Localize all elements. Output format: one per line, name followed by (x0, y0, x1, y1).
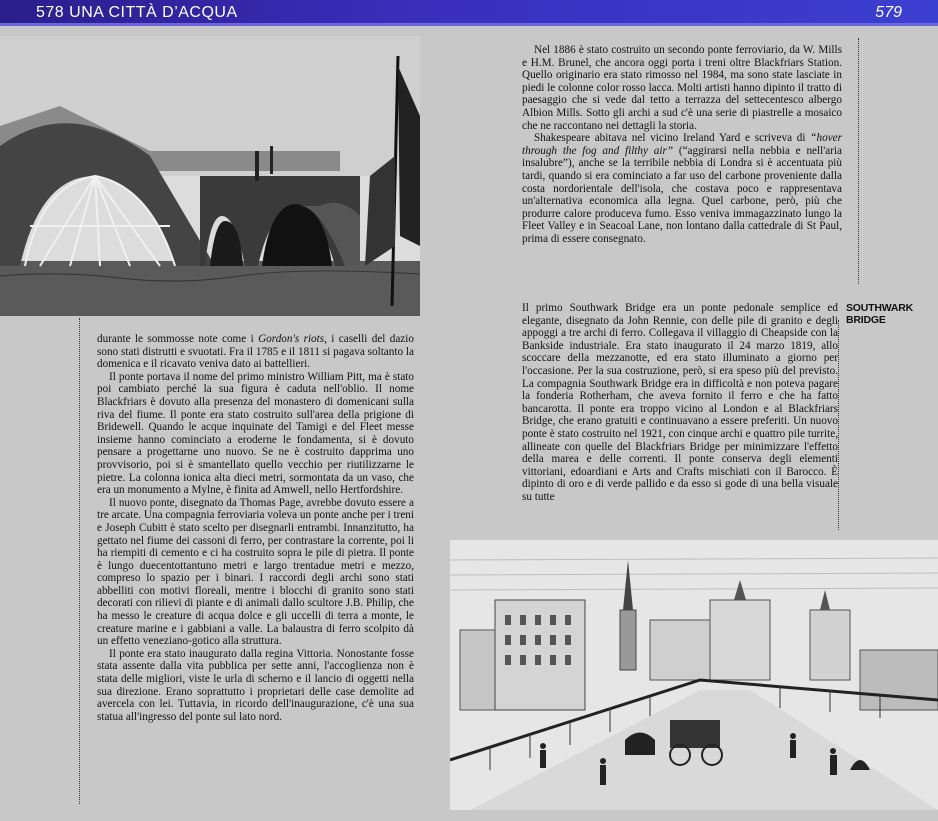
bridge-construction-engraving (0, 36, 420, 316)
paragraph (97, 333, 414, 371)
italic-run: “hover through the fog and filthy air” (522, 132, 842, 157)
header-rule (0, 23, 938, 26)
section-heading-line: BRIDGE (846, 314, 886, 326)
paragraph: Nel 1886 è stato costruito un secondo ponte ferroviario, da W. Mills e H.M. Brunel, che ancora oggi porta i treni oltre Blackfriars Station. Quello originario era stato rimosso nel 1984, ma sono state lasciate in piedi le colonne color rosso lacca. Molti artisti hanno dipinto il tratto di paesaggio che si vede dal tetto a terrazza del settecentesco albergo Albion Mills. Sotto gli archi a sud c'è una serie di piastrelle a mosaico che ne raccontano nei dettagli la storia. (522, 44, 842, 132)
paragraph (522, 132, 842, 245)
left-column-rule (79, 318, 80, 804)
paragraph: Il primo Southwark Bridge era un ponte pedonale semplice ed elegante, disegnato da John Rennie, con delle pile di granito e degli appoggi a tre archi di ferro. Collegava il villaggio di Cheapside con la Bankside industriale. Era stato inaugurato il 24 marzo 1819, allo scoccare della mezzanotte, ed era stato illuminato a giorno per l'occasione. Per la sua costruzione, però, si era speso più del previsto. La compagnia Southwark Bridge era in difficoltà e non poteva pagare la fonderia Rotherham, che aveva fornito il ferro e che ha fatto bancarotta. Il ponte era troppo vicino al London e al Blackfriars Bridge, che erano gratuiti e continuavano a essere preferiti. Un nuovo ponte è stato costruito nel 1921, con cinque archi e quattro pile turrite, allineate con quelle del Blackfriars Bridge per minimizzare l'effetto della marea e delle correnti. Il ponte conserva degli elementi vittoriani, edoardiani e Arts and Crafts mischiati con il Barocco. È dipinto di oro e di verde pallido e da esso si gode di una bella visuale su tutte (522, 302, 838, 503)
section-heading-line: SOUTHWARK (846, 302, 914, 314)
right-text-column-bottom (522, 302, 838, 534)
paragraph: Il ponte portava il nome del primo ministro William Pitt, ma è stato poi cambiato perché la sua figura è caduta nell'oblio. Il nome Blackfriars è dovuto alla presenza del monastero di domenicani sulla riva del fiume. Il ponte era stato costruito sull'area della prigione di Bridewell. Quando le acque inquinate del Tamigi e del Fleet messe insieme hanno cominciato a eroderne le fondamenta, si è dovuto pensare a progettarne uno nuovo. Se ne è costruito dapprima uno provvisorio, poi si è smantellato quello vecchio per riutilizzarne le pietre. La colonna ionica alta dieci metri, sormontata da un vaso, che era un monumento a Mylne, è finita ad Amwell, nello Hertfordshire. (97, 370, 414, 497)
right-column-rule-bottom (838, 320, 839, 530)
text-run: (“aggirarsi nella nebbia e nell'aria insalubre”), anche se la terribile nebbia di Londra si è accentuata più tardi, quando si era cominciato a far uso del carbone proveniente dalla costa nordorientale dell'isola, che costava poco e rappresentava un'alternativa economica alla legna. Quel carbone, però, più che produrre calore produceva fumo. Esso veniva immagazzinato lungo la Fleet Valley e in Seacoal Lane, non lontano dalla cattedrale di St Paul, prima di essere consegnato. (522, 144, 843, 245)
text-run: Shakespeare abitava nel vicino Ireland Yard e scriveva di (534, 132, 811, 145)
running-head-title: 578 UNA CITTÀ D’ACQUA (36, 4, 238, 21)
paragraph: Il nuovo ponte, disegnato da Thomas Page, avrebbe dovuto essere a tre arcate. Una compagnia ferroviaria voleva un ponte anche per i treni e Joseph Cubitt è stato scelto per disegnarli entrambi. Innanzitutto, ha gettato nel fiume dei cassoni di ferro, per contrastare la corrente, poi li ha riempiti di cemento e ci ha costruito sopra le pile di pietra. Il ponte è lungo duecentottantuno metri e largo trentadue metri e mezzo, compreso lo spazio per i binari. I raccordi degli archi sono stati abbelliti con motivi floreali, mentre i blocchi di granito sono stati decorati con rilievi di piante e di animali dallo scultore J.B. Philip, che ha messo le creature di acqua dolce e gli uccelli di terra a monte, le creature marine e i gabbiani a valle. La balaustra di ferro scolpito dà un effetto veneziano-gotico alla struttura. (97, 496, 414, 648)
italic-run: Gordon's riots (258, 333, 325, 345)
page-number: 579 (875, 4, 902, 21)
southwark-bridge-engraving (450, 540, 938, 810)
text-run: durante le sommosse note come i (97, 333, 259, 345)
text-run: , i caselli del dazio sono stati distrutti e svuotati. Fra il 1785 e il 1811 si pagava soltanto la domenica e il ricavato veniva dato ai battellieri. (97, 333, 414, 371)
page-header (0, 0, 938, 26)
left-text-column (97, 333, 414, 723)
paragraph: Il ponte era stato inaugurato dalla regina Vittoria. Nonostante fosse stata assente dalla vita pubblica per sette anni, l'accoglienza non è stata delle migliori, viste le urla di scherno e il lancio di oggetti nella sua direzione. Erano soprattutto i proprietari delle case demolite ad avercela con lei. Tuttavia, in ricordo dell'inaugurazione, c'è una sua statua all'ingresso del ponte sul lato nord. (97, 647, 414, 723)
right-column-rule-top (858, 38, 859, 284)
section-heading (846, 302, 913, 326)
right-text-column-top (522, 44, 842, 246)
